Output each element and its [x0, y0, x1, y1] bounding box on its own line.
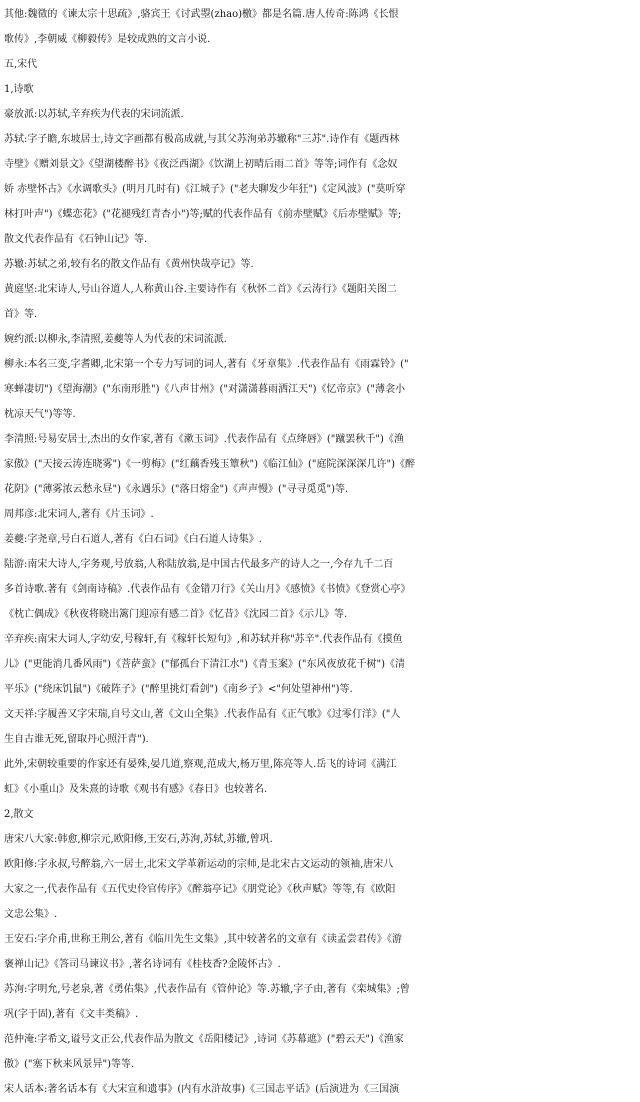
text-line: 平乐》("绕床饥鼠")《破阵子》("醉里挑灯看剑")《南乡子》<"何处望神州")等.: [4, 684, 353, 695]
text-line: 黄庭坚:北宋诗人,号山谷道人,人称黄山谷.主要诗作有《秋怀二首》《云涛行》《题阳关图二: [4, 284, 397, 295]
text-line: 苏轼:字子瞻,东坡居士,诗文字画都有极高成就,与其父苏洵弟苏辙称"三苏".诗作有《题西林: [4, 134, 400, 145]
text-line: 儿》("更能消几番风雨")《菩萨蛮》("郁孤台下清江水")《青玉案》("东风夜放花千树")《清: [4, 659, 406, 670]
text-line: 唐宋八大家:韩愈,柳宗元,欧阳修,王安石,苏洵,苏轼,苏辙,曾巩.: [4, 834, 273, 845]
text-line: 傲》("塞下秋来风景异")等等.: [4, 1059, 135, 1070]
text-line: 娇 赤壁怀古》《水调歌头》(明月几时有)《江城子》("老夫聊发少年狂")《定风波》("莫听穿: [4, 184, 406, 195]
text-line: 虹》《小重山》及朱熹的诗歌《观书有感》《春日》也较著名.: [4, 784, 268, 795]
text-line: 陆游:南宋大诗人,字务观,号放翁,人称陆放翁,是中国古代最多产的诗人之一,今存九千二百: [4, 559, 394, 570]
text-line: 柳永:本名三变,字耆卿,北宋第一个专力写词的词人,著有《牙章集》.代表作品有《雨霖铃》(": [4, 359, 409, 370]
text-line: 首》等.: [4, 309, 38, 320]
text-line: 范仲淹:字希文,谥号文正公,代表作品为散文《岳阳楼记》,诗词《苏幕遮》("碧云天")《渔家: [4, 1034, 404, 1045]
text-line: 姜夔:字尧章,号白石道人,著有《白石词》《白石道人诗集》.: [4, 534, 262, 545]
text-line: 寺壁》《赠刘景文》《望湖楼醉书》《夜泛西湖》《饮湖上初晴后雨二首》等等;词作有《念奴: [4, 159, 398, 170]
text-line: 林打叶声")《蝶恋花》("花褪残红青杏小")等;赋的代表作品有《前赤壁赋》《后赤壁赋》等;: [4, 209, 402, 220]
text-line: 多首诗歌.著有《剑南诗稿》.代表作品有《金错刀行》《关山月》《感愤》《书愤》《登赏心亭》: [4, 584, 411, 595]
text-line: 大家之一,代表作品有《五代史伶官传序》《醉翁亭记》《朋党论》《秋声赋》等等,有《欧阳: [4, 884, 396, 895]
text-line: 周邦彦:北宋词人,著有《片玉词》.: [4, 509, 154, 520]
text-line: 宋人话本:著名话本有《大宋宣和遗事》(内有水浒故事)《三国志平话》(后演进为《三国演: [4, 1084, 400, 1095]
text-line: 豪放派:以苏轼,辛弃疾为代表的宋词流派.: [4, 109, 184, 120]
text-line: 婉约派:以柳永,李清照,姜夔等人为代表的宋词流派.: [4, 334, 227, 345]
text-line: 苏洵:字明允,号老泉,著《勇佑集》,代表作品有《管仲论》等.苏辙,字子由,著有《栾城集》;曾: [4, 984, 410, 995]
text-line: 其他:魏徵的《谏太宗十思疏》,骆宾王《讨武曌(zhao)檄》都是名篇.唐人传奇:陈鸿《长恨: [4, 9, 399, 20]
text-line: 此外,宋朝较重要的作家还有晏殊,晏几道,察观,范成大,杨万里,陈亮等人.岳飞的诗词《满江: [4, 759, 397, 770]
text-line: 1,诗歌: [4, 84, 34, 95]
text-line: 李清照:号易安居士,杰出的女作家,著有《漱玉词》.代表作品有《点绛唇》("蹴罢秋千")《渔: [4, 434, 404, 445]
text-line: 苏辙:苏轼之弟,较有名的散文作品有《黄州快哉亭记》等.: [4, 259, 254, 270]
text-line: 家傲》("天接云涛连晓雾")《一剪梅》("红藕香残玉簟秋")《临江仙》("庭院深深深几许")《醉: [4, 459, 416, 470]
text-line: 王安石:字介甫,世称王荆公,著有《临川先生文集》,其中较著名的文章有《读孟尝君传》《游: [4, 934, 402, 945]
text-line: 《枕亡偶成》《秋夜将晓出篱门迎凉有感二首》《忆昔》《沈园二首》《示儿》等.: [4, 609, 348, 620]
text-line: 歌传》,李朝威《柳毅传》是较成熟的文言小说.: [4, 34, 211, 45]
text-line: 寒蝉凄切")《望海潮》("东南形胜")《八声甘州》("对潇潇暮雨洒江天")《忆帝京》("薄衾小: [4, 384, 406, 395]
text-line: 文忠公集》.: [4, 909, 58, 920]
text-line: 欧阳修:字永叔,号醉翁,六一居士,北宋文学革新运动的宗师,是北宋古文运动的领袖,唐宋八: [4, 859, 394, 870]
text-line: 生自古谁无死,留取丹心照汗青").: [4, 734, 149, 745]
text-line: 文天祥:字履善又字宋瑞,自号文山,著《文山全集》.代表作品有《正气歌》《过零仃洋》("人: [4, 709, 401, 720]
text-line: 褒禅山记》《答司马谏议书》,著名诗词有《桂枝香?金陵怀古》.: [4, 959, 281, 970]
text-line: 枕凉天气")等等.: [4, 409, 76, 420]
text-line: 2,散文: [4, 809, 34, 820]
text-line: 散文代表作品有《石钟山记》等.: [4, 234, 148, 245]
text-line: 花阴》("薄雾浓云愁永昼")《永遇乐》("落日熔金")《声声慢》("寻寻觅觅")等.: [4, 484, 349, 495]
text-line: 辛弃疾:南宋大词人,字幼安,号稼轩,有《稼轩长短句》,和苏轼并称"苏辛".代表作品有《摸鱼: [4, 634, 403, 645]
text-line: 五,宋代: [4, 59, 38, 70]
text-line: 巩(字于固),著有《文丰类稿》.: [4, 1009, 139, 1020]
